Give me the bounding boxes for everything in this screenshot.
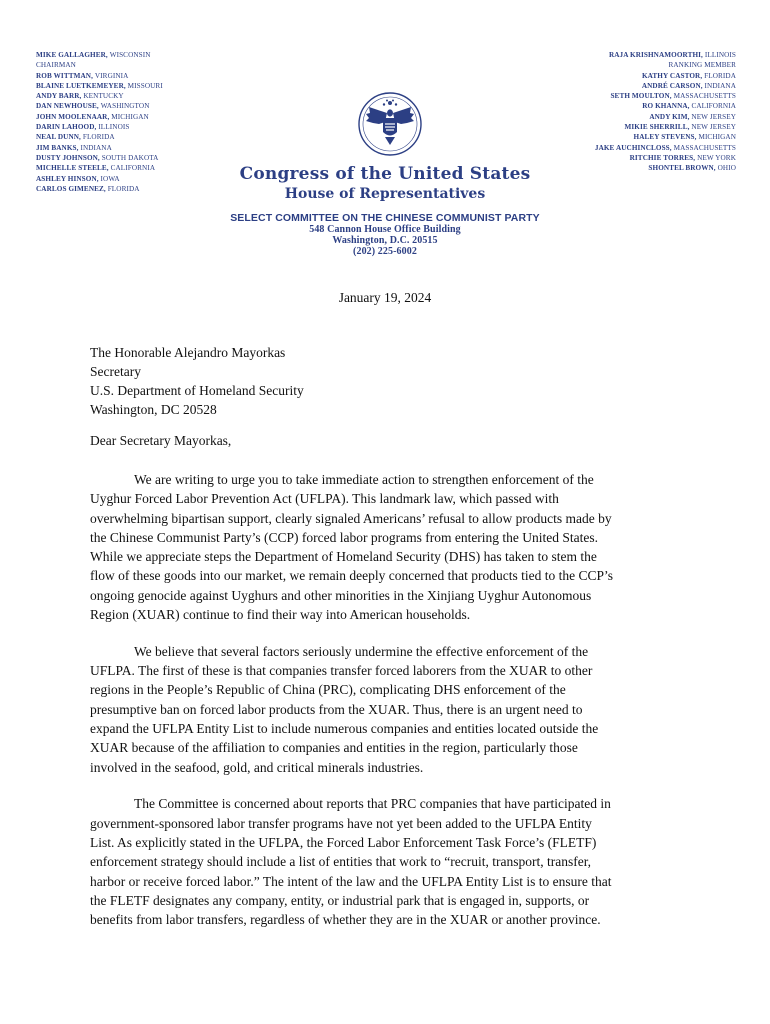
member-name: MICHELLE STEELE,	[36, 164, 109, 173]
paragraph-line: involved in the seafood, gold, and critical minerals industries.	[90, 759, 424, 775]
member-state: NEW JERSEY	[691, 123, 736, 132]
member-state: CALIFORNIA	[691, 102, 736, 111]
member-name: SHONTEL BROWN,	[648, 164, 716, 173]
member-name: KATHY CASTOR,	[641, 71, 703, 80]
member-state: INDIANA	[704, 81, 736, 90]
member-name: RAJA KRISHNAMOORTHI,	[608, 51, 703, 59]
committee-address-line1: 548 Cannon House Office Building	[309, 224, 461, 235]
paragraph-line: enforcement strategy should include a list of entities that work to “recruit, transport, transfer,	[90, 854, 592, 870]
member-name: SETH MOULTON,	[610, 92, 672, 101]
addressee-block	[90, 343, 304, 419]
body-paragraph	[90, 470, 680, 624]
committee-block	[0, 212, 770, 257]
house-seal-eagle-icon	[357, 91, 423, 157]
member-name: RANKING MEMBER	[668, 61, 736, 70]
member-state: MISSOURI	[127, 81, 163, 90]
member-name: DAN NEWHOUSE,	[36, 102, 99, 111]
paragraph-line: We believe that several factors seriously undermine the effective enforcement of the	[134, 643, 589, 659]
member-name: ANDY KIM,	[649, 112, 690, 121]
member-state: NEW YORK	[697, 153, 736, 162]
member-row	[36, 71, 163, 81]
member-row	[595, 91, 736, 101]
member-state: FLORIDA	[704, 71, 736, 80]
member-row	[36, 143, 163, 153]
member-state: MASSACHUSETTS	[673, 143, 736, 152]
member-row	[595, 81, 736, 91]
member-name: ANDRÉ CARSON,	[641, 81, 703, 90]
salutation: Dear Secretary Mayorkas,	[90, 433, 232, 448]
member-name: MIKE GALLAGHER,	[36, 51, 108, 59]
letter-body	[90, 470, 680, 947]
member-state: VIRGINIA	[94, 71, 129, 80]
paragraph-line: government-sponsored labor transfer programs have not yet been added to the UFLPA Entity	[90, 815, 592, 831]
member-row	[36, 50, 163, 60]
committee-address-line2: Washington, D.C. 20515	[332, 235, 438, 246]
member-row	[36, 81, 163, 91]
member-row	[595, 143, 736, 153]
member-row	[595, 153, 736, 163]
member-name: DARIN LAHOOD,	[36, 123, 97, 132]
paragraph-line: presumptive ban on forced labor products from the XUAR. Thus, there is an urgent need to	[90, 701, 583, 717]
paragraph-line: the FLETF designates any company, entity, or industrial park that is engaged in, supports, or	[90, 892, 590, 908]
member-state: NEW JERSEY	[691, 112, 736, 121]
member-name: RITCHIE TORRES,	[629, 153, 696, 162]
addressee-line: Washington, DC 20528	[90, 402, 217, 417]
member-name: HALEY STEVENS,	[633, 133, 697, 142]
member-name: JIM BANKS,	[36, 143, 79, 152]
member-name: JOHN MOOLENAAR,	[36, 112, 110, 121]
member-row	[36, 132, 163, 142]
congress-title: Congress of the United States	[239, 164, 531, 184]
member-row	[36, 60, 163, 70]
member-row	[595, 50, 736, 60]
member-state: MICHIGAN	[111, 112, 149, 121]
member-name: CARLOS GIMENEZ,	[36, 184, 106, 193]
member-row	[36, 101, 163, 111]
member-state: WISCONSIN	[109, 51, 151, 59]
member-row	[36, 122, 163, 132]
member-state: ILLINOIS	[704, 51, 736, 59]
member-state: INDIANA	[80, 143, 112, 152]
paragraph-line: XUAR because of the affiliation to companies and entities in the region, particularly those	[90, 740, 578, 756]
member-row	[36, 91, 163, 101]
member-state: MICHIGAN	[698, 133, 736, 142]
paragraph-line: flow of these goods into our market, we remain deeply concerned that products tied to the CCP’s	[90, 568, 613, 584]
member-row	[595, 132, 736, 142]
paragraph-line: ongoing genocide against Uyghurs and other minorities in the Xinjiang Uyghur Autonomous	[90, 587, 592, 603]
paragraph-line: While we appreciate steps the Department of Homeland Security (DHS) has taken to stem the	[90, 549, 597, 565]
paragraph-line: regions in the People’s Republic of China (PRC), complicating DHS enforcement of the	[90, 682, 566, 698]
addressee-line: U.S. Department of Homeland Security	[90, 383, 304, 398]
member-state: CALIFORNIA	[110, 164, 156, 173]
letter-date: January 19, 2024	[338, 290, 432, 305]
member-name: CHAIRMAN	[36, 61, 76, 70]
committee-phone: (202) 225-6002	[353, 246, 417, 257]
member-state: FLORIDA	[82, 133, 115, 142]
member-name: RO KHANNA,	[642, 102, 690, 111]
member-row	[595, 71, 736, 81]
paragraph-line: the Chinese Communist Party’s (CCP) forced labor programs from entering the United States.	[90, 529, 599, 545]
paragraph-line: The Committee is concerned about reports that PRC companies that have participated in	[134, 796, 611, 812]
member-state: KENTUCKY	[83, 92, 124, 101]
body-paragraph	[90, 642, 680, 777]
committee-name: SELECT COMMITTEE ON THE CHINESE COMMUNIST PARTY	[230, 212, 540, 224]
member-row	[595, 60, 736, 70]
addressee-line: Secretary	[90, 364, 141, 379]
body-paragraph	[90, 794, 680, 929]
member-name: NEAL DUNN,	[36, 133, 81, 142]
paragraph-line: overwhelming bipartisan support, clearly signaled Americans’ refusal to allow products made by	[90, 510, 612, 526]
member-row	[595, 101, 736, 111]
member-state: WASHINGTON	[100, 102, 150, 111]
paragraph-line: Region (XUAR) continue to find their way into American households.	[90, 607, 471, 623]
paragraph-line: We are writing to urge you to take immediate action to strengthen enforcement of the	[134, 472, 594, 487]
addressee-line: The Honorable Alejandro Mayorkas	[90, 345, 286, 360]
minority-members-list	[595, 50, 736, 174]
paragraph-line: expand the UFLPA Entity List to include numerous companies and entities located outside the	[90, 721, 599, 737]
paragraph-line: UFLPA. The first of these is that companies transfer forced laborers from the XUAR to other	[90, 663, 593, 679]
paragraph-line: List. As explicitly stated in the UFLPA, the Forced Labor Enforcement Task Force’s (FLETF)	[90, 835, 597, 851]
member-row	[595, 122, 736, 132]
member-name: ROB WITTMAN,	[36, 71, 93, 80]
member-state: SOUTH DAKOTA	[101, 153, 159, 162]
member-state: IOWA	[100, 174, 120, 183]
member-name: ASHLEY HINSON,	[36, 174, 99, 183]
paragraph-line: benefits from labor transfers, regardless of whether they are in the XUAR or another province.	[90, 912, 601, 928]
paragraph-line: Uyghur Forced Labor Prevention Act (UFLPA). This landmark law, which passed with	[90, 491, 559, 507]
member-row	[36, 112, 163, 122]
member-row	[595, 112, 736, 122]
paragraph-line: harbor or receive forced labor.” The intent of the law and the UFLPA Entity List is to ensure that	[90, 873, 612, 889]
member-name: BLAINE LUETKEMEYER,	[36, 81, 126, 90]
member-state: MASSACHUSETTS	[673, 92, 736, 101]
house-title: House of Representatives	[284, 186, 486, 202]
member-name: DUSTY JOHNSON,	[36, 153, 100, 162]
member-name: MIKIE SHERRILL,	[624, 123, 690, 132]
member-state: OHIO	[717, 164, 736, 173]
member-name: JAKE AUCHINCLOSS,	[594, 143, 672, 152]
member-state: FLORIDA	[107, 184, 140, 193]
member-row	[36, 153, 163, 163]
member-state: ILLINOIS	[98, 123, 130, 132]
member-name: ANDY BARR,	[36, 92, 82, 101]
